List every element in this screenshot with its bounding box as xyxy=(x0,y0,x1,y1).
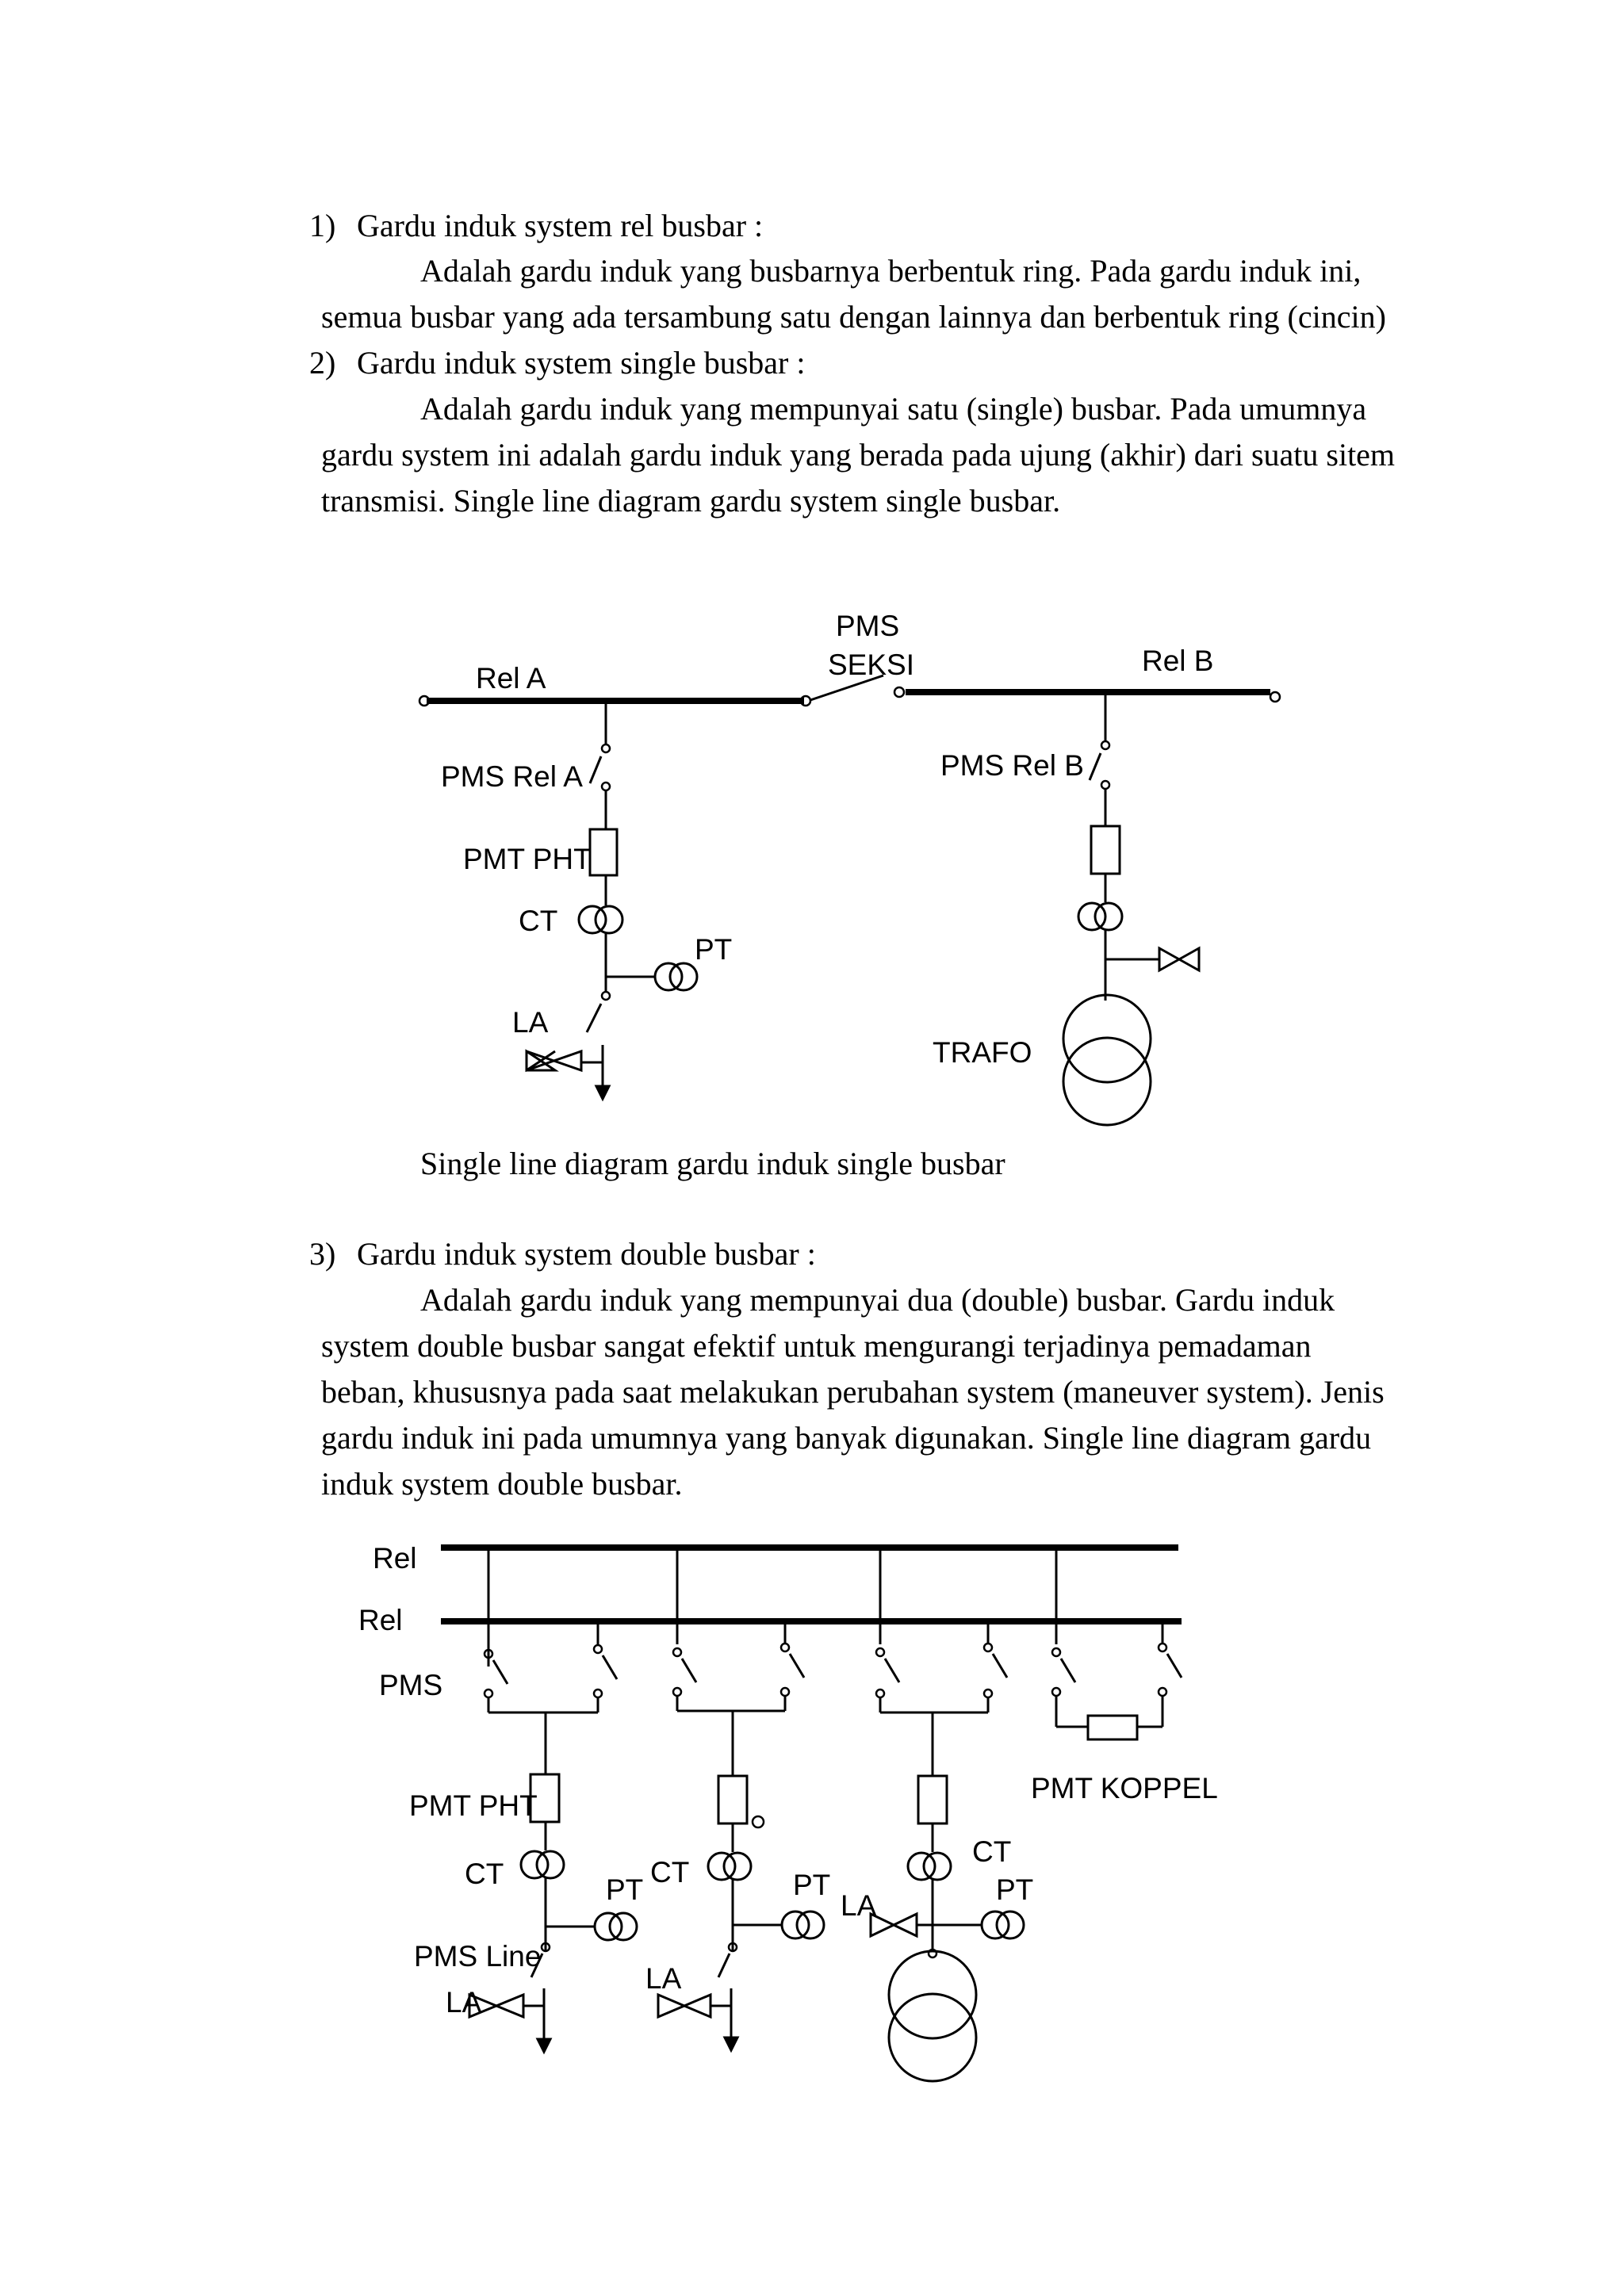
la-b-symbol xyxy=(1159,948,1199,970)
label-pt-3: PT xyxy=(996,1873,1034,1906)
label-pms-seksi-2: SEKSI xyxy=(828,649,914,681)
trafo-coil-2 xyxy=(1063,1038,1151,1125)
bay3-pt-1 xyxy=(982,1911,1009,1938)
section-3-line-3: beban, khususnya pada saat melakukan perubahan system (maneuver system). Jenis xyxy=(321,1374,1385,1410)
diagram-1-caption: Single line diagram gardu induk single busbar xyxy=(420,1146,1005,1181)
pmt-koppel-breaker xyxy=(1088,1716,1137,1739)
section-1-heading: Gardu induk system rel busbar : xyxy=(357,208,764,243)
label-rel-2: Rel xyxy=(358,1604,403,1636)
section-1-line-2: semua busbar yang ada tersambung satu dengan lainnya dan berbentuk ring (cincin) xyxy=(321,299,1386,335)
ct-b-coil-2 xyxy=(1095,903,1122,930)
pms-seksi-switch xyxy=(810,675,883,700)
bay2-pt-1 xyxy=(782,1911,809,1938)
label-rel-b: Rel B xyxy=(1142,645,1214,677)
section-3-heading: Gardu induk system double busbar : xyxy=(357,1236,816,1272)
pt-a-coil-1 xyxy=(655,963,682,990)
bay1-pmt xyxy=(530,1774,559,1822)
bay1-pt-2 xyxy=(610,1913,637,1940)
trafo-coil-1 xyxy=(1063,995,1151,1082)
bay2-ct-1 xyxy=(708,1853,735,1880)
rel-a-end-right xyxy=(801,696,810,706)
rel-a-end-left xyxy=(419,696,429,706)
label-pms-rel-a: PMS Rel A xyxy=(441,760,583,793)
bay3-la xyxy=(871,1914,917,1936)
bay2-pt-2 xyxy=(797,1911,824,1938)
label-ct-2: CT xyxy=(650,1856,690,1888)
bay3-trafo-2 xyxy=(889,1994,976,2081)
pmt-pht-breaker xyxy=(590,829,617,875)
section-3-line-5: induk system double busbar. xyxy=(321,1466,683,1502)
section-3-line-2: system double busbar sangat efektif untuk mengurangi terjadinya pemadaman xyxy=(321,1328,1312,1364)
ct-a-coil-2 xyxy=(596,906,622,933)
label-pms-line: PMS Line xyxy=(414,1940,542,1973)
pms-rel-a-switch xyxy=(590,756,601,783)
label-pms-rel-b: PMS Rel B xyxy=(940,749,1084,782)
label-ct-3: CT xyxy=(972,1835,1012,1868)
ct-b-coil-1 xyxy=(1078,903,1105,930)
pms-rel-b-switch xyxy=(1090,753,1101,780)
label-pt-1: PT xyxy=(606,1873,644,1906)
label-la-3: LA xyxy=(841,1889,877,1922)
bay2-pmt xyxy=(718,1776,747,1823)
bay1-ct-2 xyxy=(537,1851,564,1878)
label-rel-a: Rel A xyxy=(476,662,546,695)
label-la: LA xyxy=(512,1006,549,1039)
ct-a-coil-1 xyxy=(579,906,606,933)
label-pt-2: PT xyxy=(793,1869,831,1901)
section-2-line-3: transmisi. Single line diagram gardu system single busbar. xyxy=(321,483,1061,519)
section-1-number: 1) xyxy=(309,208,336,243)
bay3-ct-1 xyxy=(908,1853,935,1880)
label-ct: CT xyxy=(519,905,558,937)
label-pms-seksi-1: PMS xyxy=(836,610,900,642)
bay3-trafo-1 xyxy=(889,1951,976,2038)
rel-b-end-right xyxy=(1270,692,1280,702)
section-2-line-1: Adalah gardu induk yang mempunyai satu (single) busbar. Pada umumnya xyxy=(420,391,1367,427)
bay1-la xyxy=(469,1995,523,2017)
label-la-1: LA xyxy=(446,1986,482,2019)
bay2-la xyxy=(658,1995,710,2017)
bay3-pt-2 xyxy=(997,1911,1024,1938)
label-trafo: TRAFO xyxy=(933,1036,1032,1069)
pmt-b-breaker xyxy=(1091,826,1120,874)
label-pmt-koppel: PMT KOPPEL xyxy=(1031,1772,1218,1804)
section-3-number: 3) xyxy=(309,1236,336,1272)
section-3-line-1: Adalah gardu induk yang mempunyai dua (double) busbar. Gardu induk xyxy=(420,1282,1335,1318)
la-a-symbol xyxy=(527,1051,555,1070)
label-pmt-pht: PMT PHT xyxy=(463,843,592,875)
bay3-ct-2 xyxy=(924,1853,951,1880)
bay1-ct-1 xyxy=(521,1851,548,1878)
la-a-switch xyxy=(587,1004,601,1032)
section-2-line-2: gardu system ini adalah gardu induk yang berada pada ujung (akhir) dari suatu sitem xyxy=(321,437,1396,473)
label-pms: PMS xyxy=(379,1669,443,1701)
pt-a-coil-2 xyxy=(670,963,697,990)
bay1-pt-1 xyxy=(595,1913,622,1940)
section-2-heading: Gardu induk system single busbar : xyxy=(357,345,806,381)
label-ct-1: CT xyxy=(465,1858,504,1890)
label-pt: PT xyxy=(695,933,733,966)
label-la-2: LA xyxy=(645,1962,682,1995)
pms-seksi-contact xyxy=(894,687,904,697)
label-rel-1: Rel xyxy=(373,1542,417,1575)
bay3-pmt xyxy=(918,1776,947,1823)
section-3-line-4: gardu induk ini pada umumnya yang banyak digunakan. Single line diagram gardu xyxy=(321,1420,1372,1456)
section-1-line-1: Adalah gardu induk yang busbarnya berbentuk ring. Pada gardu induk ini, xyxy=(420,253,1362,289)
label-pmt-pht: PMT PHT xyxy=(409,1789,538,1822)
section-2-number: 2) xyxy=(309,345,336,381)
bay2-ct-2 xyxy=(724,1853,751,1880)
